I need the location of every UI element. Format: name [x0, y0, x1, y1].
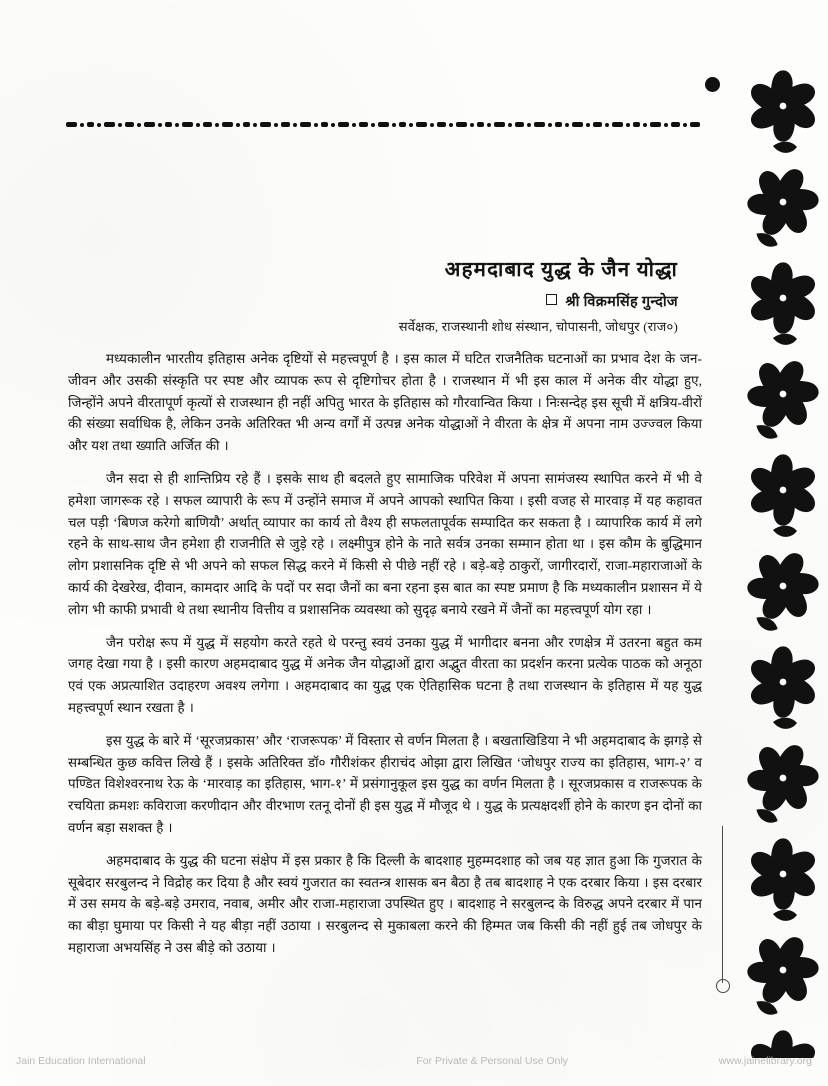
paisley-motif-icon [738, 922, 828, 1018]
footer-left: Jain Education International [16, 1055, 146, 1067]
pin-ring-artifact [716, 979, 730, 993]
paragraph: अहमदाबाद के युद्ध की घटना संक्षेप में इस प्रकार है कि दिल्ली के बादशाह मुहम्मदशाह को जब यह ज्ञात हुआ कि गुजरात के सूबेदार सरबुलन्द ने विद्रोह कर दिया है और स्वयं गुजरात का स्वतन्त्र शासक बन बैठा है तब बादशाह ने एक दरबार किया । इस दरबार में उस समय के बड़े-बड़े उमराव, नवाब, अमीर और राजा-महाराजा उपस्थित हुए । बादशाह ने सरबुलन्द के विरुद्ध अपने दरबार में पान का बीड़ा घुमाया पर किसी ने यह बीड़ा नहीं उठाया । सरबुलन्द से मुकाबला करने की हिम्मत जब किसी की नहीं हुई तब जोधपुर के महाराजा अभयसिंह ने उस बीड़े को उठाया । [68, 852, 702, 955]
paisley-motif-icon [738, 250, 828, 346]
corner-dot-mark [705, 77, 720, 92]
paisley-motif-icon [738, 58, 828, 154]
ornamental-border [738, 58, 828, 1058]
paisley-motif-icon [738, 826, 828, 922]
article-title: अहमदाबाद युद्ध के जैन योद्धा [444, 259, 678, 281]
page-footer [0, 1055, 828, 1067]
author-line [0, 291, 700, 311]
paisley-motif-icon [738, 634, 828, 730]
author-name: श्री विक्रमसिंह गुन्दोज [565, 293, 678, 310]
pin-line-artifact [722, 826, 723, 983]
body-text-column [68, 348, 702, 970]
paisley-motif-icon [738, 1018, 828, 1058]
paisley-motif-icon [738, 730, 828, 826]
paragraph: जैन परोक्ष रूप में युद्ध में सहयोग करते रहते थे परन्तु स्वयं उनका युद्ध में भागीदार बनना और रणक्षेत्र में उतरना बहुत कम जगह देखा गया है । इसी कारण अहमदाबाद युद्ध में अनेक जैन योद्धाओं द्वारा अद्भुत वीरता का प्रदर्शन करना प्रत्येक पाठक को अनूठा एवं एक अप्रत्याशित उदाहरण अवश्य लगेगा । अहमदाबाद का युद्ध एक ऐतिहासिक घटना है तथा राजस्थान के इतिहास में यह युद्ध महत्त्वपूर्ण स्थान रखता है । [68, 634, 702, 715]
heading-block [0, 258, 700, 335]
paisley-motif-icon [738, 346, 828, 442]
dash-dot-rule [66, 120, 700, 129]
paragraph: जैन सदा से ही शान्तिप्रिय रहे हैं । इसके साथ ही बदलते हुए सामाजिक परिवेश में अपना सामंजस्य स्थापित करने में भी वे हमेशा जागरूक रहे । सफल व्यापारी के रूप में उन्होंने समाज में अपने आपको स्थापित किया । इसी वजह से मारवाड़ में यह कहावत चल पड़ी ‘बिणज करेगो बाणियौ’ अर्थात् व्यापार का कार्य तो वैश्य ही सफलतापूर्वक सम्पादित कर सकता है । व्यापारिक कार्य में लगे रहने के साथ-साथ जैन हमेशा ही राजनीति से जुड़े रहे । लक्ष्मीपुत्र होने के नाते सर्वत्र उनका सम्मान होता था । इस कौम के बुद्धिमान लोग प्रशासनिक दृष्टि से भी अपने को सफल सिद्ध करने में किसी से पीछे नहीं रहे । बड़े-बड़े ठाकुरों, जागीरदारों, राजा-महाराजाओं के कार्य की देखरेख, दीवान, कामदार आदि के पदों पर सदा जैनों का बना रहना इस बात का स्पष्ट प्रमाण है कि मध्यकालीन प्रशासन में ये लोग भी काफी प्रभावी थे तथा स्थानीय वित्तीय व प्रशासनिक व्यवस्था को सुदृढ़ बनाये रखने में जैनों का महत्त्वपूर्ण योग रहा । [68, 470, 702, 617]
author-affiliation: सर्वेक्षक, राजस्थानी शोध संस्थान, चोपासनी, जोधपुर (राज०) [398, 318, 678, 334]
paisley-motif-icon [738, 538, 828, 634]
paragraph: मध्यकालीन भारतीय इतिहास अनेक दृष्टियों से महत्त्वपूर्ण है । इस काल में घटित राजनैतिक घटनाओं का प्रभाव देश के जन-जीवन और उसकी संस्कृति पर स्पष्ट और व्यापक रूप से दृष्टिगोचर होता है । राजस्थान में भी इस काल में अनेक वीर योद्धा हुए, जिन्होंने अपने वीरतापूर्ण कृत्यों से राजस्थान ही नहीं अपितु भारत के इतिहास को गौरवान्वित किया । निःसन्देह इस सूची में क्षत्रिय-वीरों की संख्या सर्वाधिक है, लेकिन उनके अतिरिक्त भी अन्य वर्गों में उत्पन्न अनेक योद्धाओं ने वीरता के क्षेत्र में अपना नाम उज्ज्वल किया और यश तथा ख्याति अर्जित की । [68, 351, 702, 454]
paisley-motif-icon [738, 154, 828, 250]
paisley-motif-icon [738, 442, 828, 538]
paragraph: इस युद्ध के बारे में ‘सूरजप्रकास’ और ‘राजरूपक’ में विस्तार से वर्णन मिलता है । बखताखिडिया ने भी अहमदाबाद के झगड़े से सम्बन्धित कुछ कवित्त लिखे हैं । इसके अतिरिक्त डॉ० गौरीशंकर हीराचंद ओझा द्वारा लिखित ‘जोधपुर राज्य का इतिहास, भाग-२’ व पण्डित विशेश्वरनाथ रेऊ के ‘मारवाड़ का इतिहास, भाग-१’ में प्रसंगानुकूल इस युद्ध का वर्णन मिलता है । सूरजप्रकास व राजरूपक के रचयिता क्रमशः कविराजा करणीदान और वीरभाण रतनू दोनों ही इस युद्ध में मौजूद थे । युद्ध के प्रत्यक्षदर्शी होने के कारण इन दोनों का वर्णन बड़ा सशक्त है । [68, 732, 702, 835]
footer-right: www.jainelibrary.org [718, 1055, 812, 1067]
square-bullet-icon [546, 294, 557, 305]
footer-center: For Private & Personal Use Only [416, 1055, 569, 1067]
